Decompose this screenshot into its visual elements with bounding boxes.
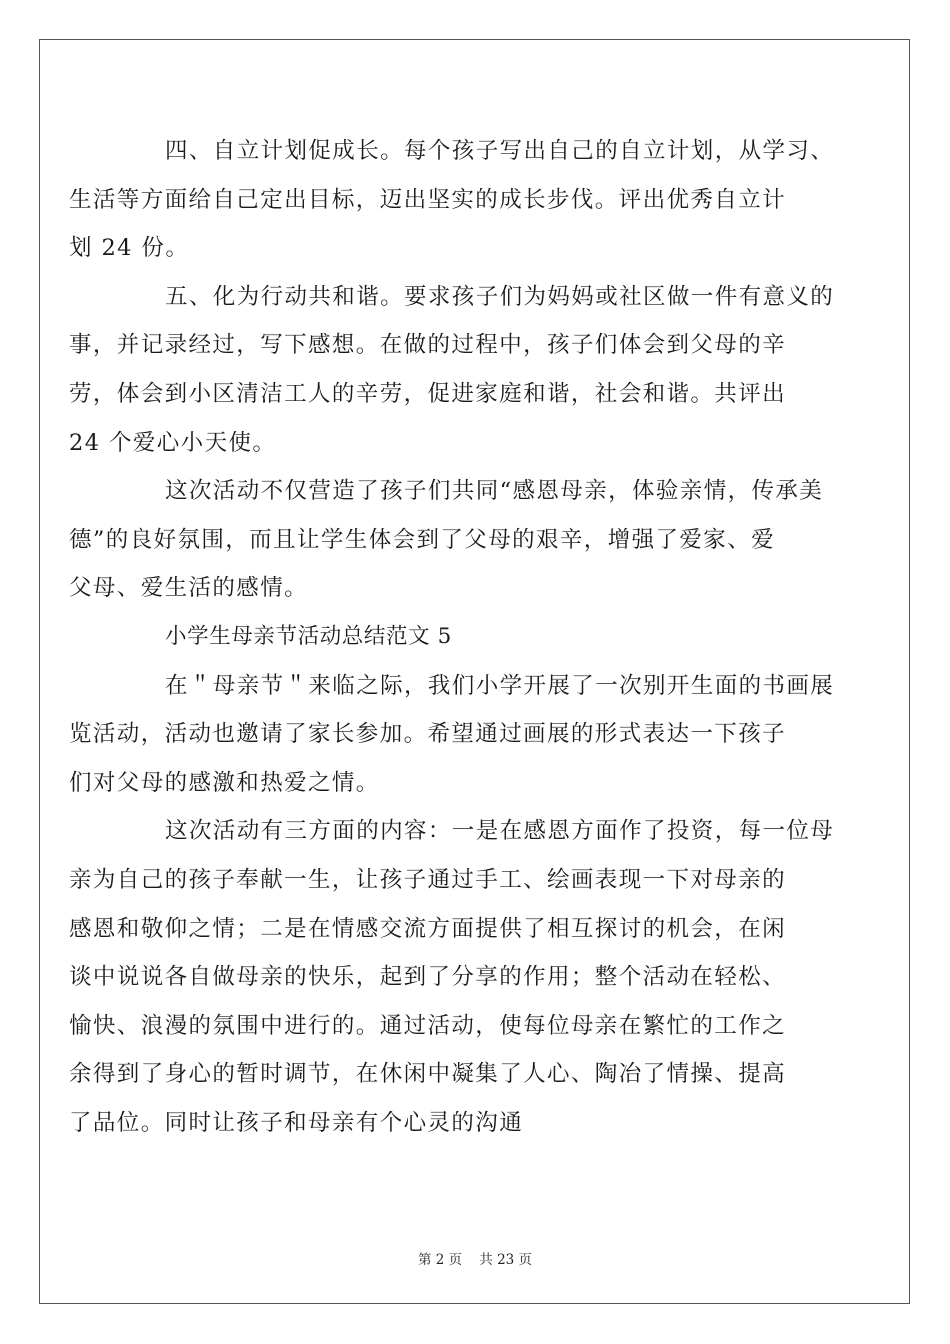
text-line: 这次活动不仅营造了孩子们共同“感恩母亲，体验亲情，传承美	[165, 478, 824, 505]
paragraph	[69, 807, 835, 1147]
text-line: 感恩和敬仰之情；二是在情感交流方面提供了相互探讨的机会，在闲	[69, 915, 787, 942]
paragraph	[69, 127, 835, 273]
text-line: 了品位。同时让孩子和母亲有个心灵的沟通	[69, 1109, 524, 1136]
text-line: 在＂母亲节＂来临之际，我们小学开展了一次别开生面的书画展	[165, 672, 835, 699]
text-line: 愉快、浪漫的氛围中进行的。通过活动，使每位母亲在繁忙的工作之	[69, 1012, 787, 1039]
paragraph	[69, 662, 835, 808]
section-heading: 小学生母亲节活动总结范文 5	[165, 623, 452, 649]
paragraph	[69, 467, 831, 613]
text-line: 谈中说说各自做母亲的快乐，起到了分享的作用；整个活动在轻松、	[69, 964, 787, 991]
text-line: 德”的良好氛围，而且让学生体会到了父母的艰辛，增强了爱家、爱	[69, 526, 776, 553]
text-line: 划 24 份。	[69, 235, 190, 262]
document-body	[69, 127, 835, 1147]
text-line: 劳，体会到小区清洁工人的辛劳，促进家庭和谐，社会和谐。共评出	[69, 380, 787, 407]
text-line: 览活动，活动也邀请了家长参加。希望通过画展的形式表达一下孩子	[69, 721, 787, 748]
paragraph	[69, 273, 835, 467]
page-number-footer: 第 2 页 共 23 页	[417, 1252, 533, 1268]
text-line: 24 个爱心小天使。	[69, 429, 277, 456]
text-line: 们对父母的感激和热爱之情。	[69, 769, 380, 796]
text-line: 五、化为行动共和谐。要求孩子们为妈妈或社区做一件有意义的	[165, 283, 835, 310]
text-line: 这次活动有三方面的内容：一是在感恩方面作了投资，每一位母	[165, 818, 835, 845]
text-line: 生活等方面给自己定出目标，迈出坚实的成长步伐。评出优秀自立计	[69, 186, 787, 213]
text-line: 余得到了身心的暂时调节，在休闲中凝集了人心、陶冶了情操、提高	[69, 1061, 787, 1088]
text-line: 亲为自己的孩子奉献一生，让孩子通过手工、绘画表现一下对母亲的	[69, 866, 787, 893]
text-line: 父母、爱生活的感情。	[69, 575, 309, 602]
text-line: 事，并记录经过，写下感想。在做的过程中，孩子们体会到父母的辛	[69, 332, 787, 359]
text-line: 四、自立计划促成长。每个孩子写出自己的自立计划，从学习、	[165, 138, 835, 164]
